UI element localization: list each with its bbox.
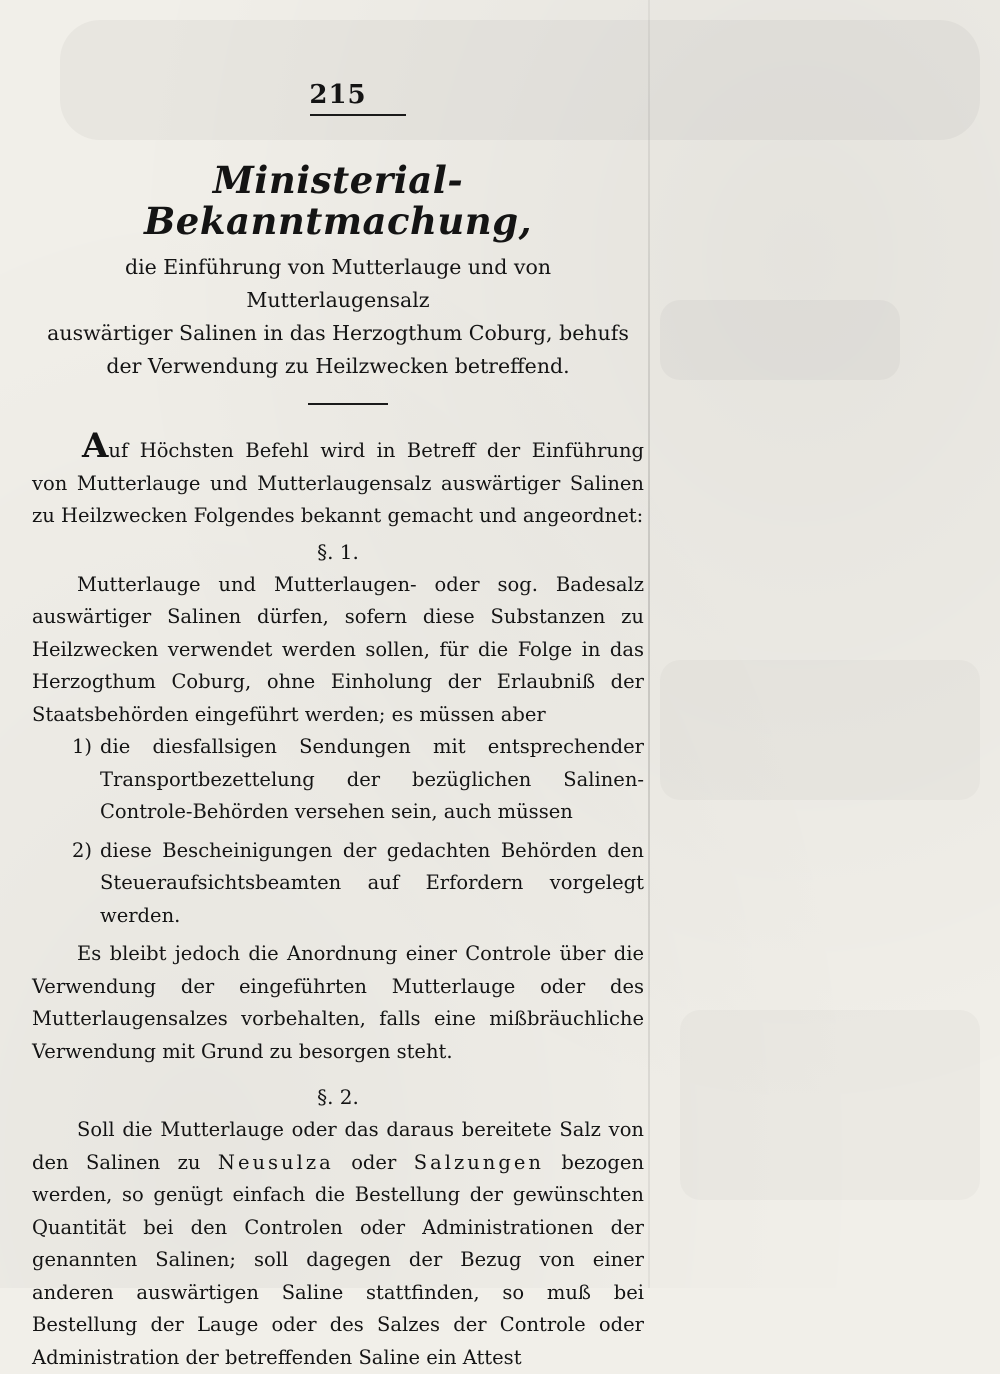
subtitle-line: die Einführung von Mutterlauge und von Mutterlaugensalz [124,255,552,313]
list-item [32,835,644,933]
section-2-text: Soll die Mutterlauge oder das daraus bereitete Salz von den Salinen zu [32,1118,644,1174]
section-1-closing: Es bleibt jedoch die Anordnung einer Controle über die Verwendung der eingeführten Mutterlauge oder des Mutterlaugensalzes vorbehalten, falls eine mißbräuchliche Verwendung mit Grund zu besorgen steht. [32,942,644,1063]
section-2-text: bezogen werden, so genügt einfach die Bestellung der gewünschten Quantität bei den Controlen oder Administrationen der genannten Salinen; soll dagegen der Bezug von einer anderen auswärtigen Saline stattfinden, so muß bei Bestellung der Lauge oder des Salzes der Controle oder Administration der betreffenden Saline ein Attest [32,1150,645,1369]
section-heading-2: §. 2. [317,1085,359,1110]
page-number: 215 [309,80,367,110]
bleed-through-block [680,1010,980,1200]
page-number-rule [310,114,406,116]
title-divider [308,403,388,405]
section-2-text: oder [333,1150,414,1174]
intro-paragraph: Auf Höchsten Befehl wird in Betreff der Einführung von Mutterlauge und Mutterlaugensalz auswärtiger Salinen zu Heilzwecken Folgendes bekannt gemacht und angeordnet: [32,426,644,528]
section-2-paragraph [32,1114,644,1374]
list-item-number: 1) [71,735,92,759]
page-fold-line [648,0,650,1288]
text-column [32,80,644,1374]
bleed-through-block [660,660,980,800]
condition-list [32,731,644,932]
section-heading-1: §. 1. [317,539,359,564]
bleed-through-block [660,300,900,380]
list-item-number: 2) [71,838,92,862]
place-name-neusulza: Neusulza [217,1150,334,1174]
list-item [32,731,644,829]
subtitle-line: auswärtiger Salinen in das Herzogthum Coburg, behufs [47,321,629,346]
list-item-text: die diesfallsigen Sendungen mit entsprechender Transportbezettelung der bezüglichen Salinen-Controle-Behörden versehen sein, auch müssen [100,735,644,824]
list-item-text: diese Bescheinigungen der gedachten Behörden den Steueraufsichtsbeamten auf Erfordern vorgelegt werden. [100,838,644,927]
document-subtitle [32,251,644,383]
subtitle-line: der Verwendung zu Heilzwecken betreffend. [106,354,570,379]
document-title: Ministerial-Bekanntmachung, [144,158,532,243]
section-1-paragraph: Mutterlauge und Mutterlaugen- oder sog. Badesalz auswärtiger Salinen dürfen, sofern diese Substanzen zu Heilzwecken verwendet werden sollen, für die Folge in das Herzogthum Coburg, ohne Einholung der Erlaubniß der Staatsbehörden eingeführt werden; es müssen aber [32,572,644,726]
place-name-salzungen: Salzungen [413,1150,544,1174]
